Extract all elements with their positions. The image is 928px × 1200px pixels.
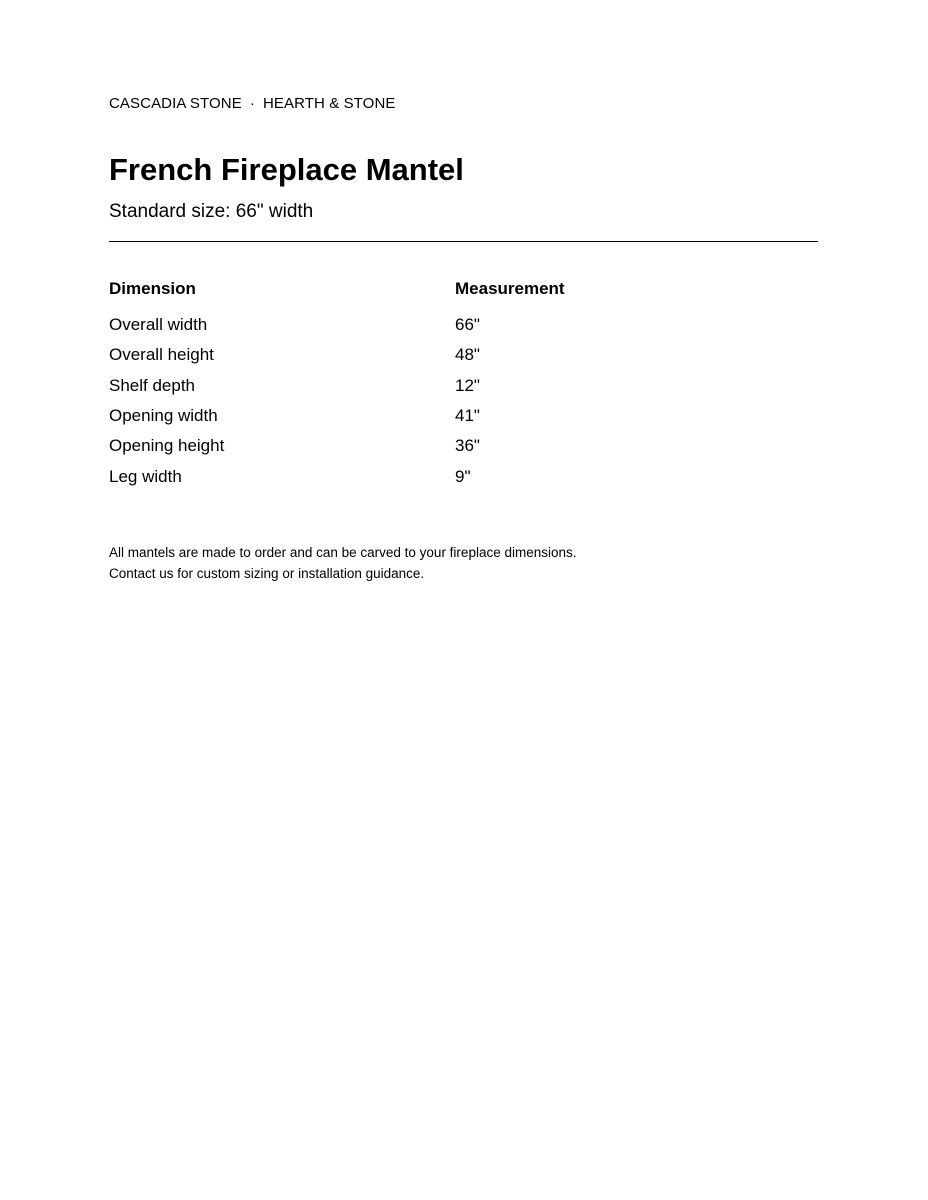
brand-line — [109, 95, 395, 112]
table-row — [109, 431, 565, 461]
measurement-cell: 41" — [455, 406, 480, 426]
measurement-cell: 12" — [455, 375, 480, 395]
table-row — [109, 461, 565, 491]
footer-note-line-1: All mantels are made to order and can be carved to your fireplace dimensions. — [109, 545, 577, 560]
table-row — [109, 401, 565, 431]
brand-separator: · — [249, 95, 255, 112]
dimension-cell: Leg width — [109, 466, 182, 486]
header-divider — [109, 241, 818, 242]
footer-note-line-2: Contact us for custom sizing or installation guidance. — [109, 566, 425, 581]
table-header-row — [109, 276, 565, 310]
column-header-measurement: Measurement — [455, 279, 565, 298]
dimensions-table — [109, 276, 565, 492]
measurement-cell: 48" — [455, 345, 480, 365]
footer-note — [109, 542, 577, 584]
dimension-cell: Opening height — [109, 436, 225, 456]
dimension-cell: Overall height — [109, 345, 214, 365]
dimension-cell: Overall width — [109, 315, 208, 335]
table-row — [109, 310, 565, 340]
brand-name: CASCADIA STONE — [109, 95, 242, 112]
measurement-cell: 9" — [455, 466, 471, 486]
dimension-cell: Shelf depth — [109, 375, 196, 395]
page-subtitle: Standard size: 66" width — [109, 201, 314, 222]
table-row — [109, 371, 565, 401]
category-name: HEARTH & STONE — [262, 95, 396, 112]
measurement-cell: 36" — [455, 436, 480, 456]
measurement-cell: 66" — [455, 315, 480, 335]
dimension-cell: Opening width — [109, 406, 218, 426]
column-header-dimension: Dimension — [109, 279, 196, 298]
table-row — [109, 340, 565, 370]
page-title: French Fireplace Mantel — [109, 152, 464, 187]
